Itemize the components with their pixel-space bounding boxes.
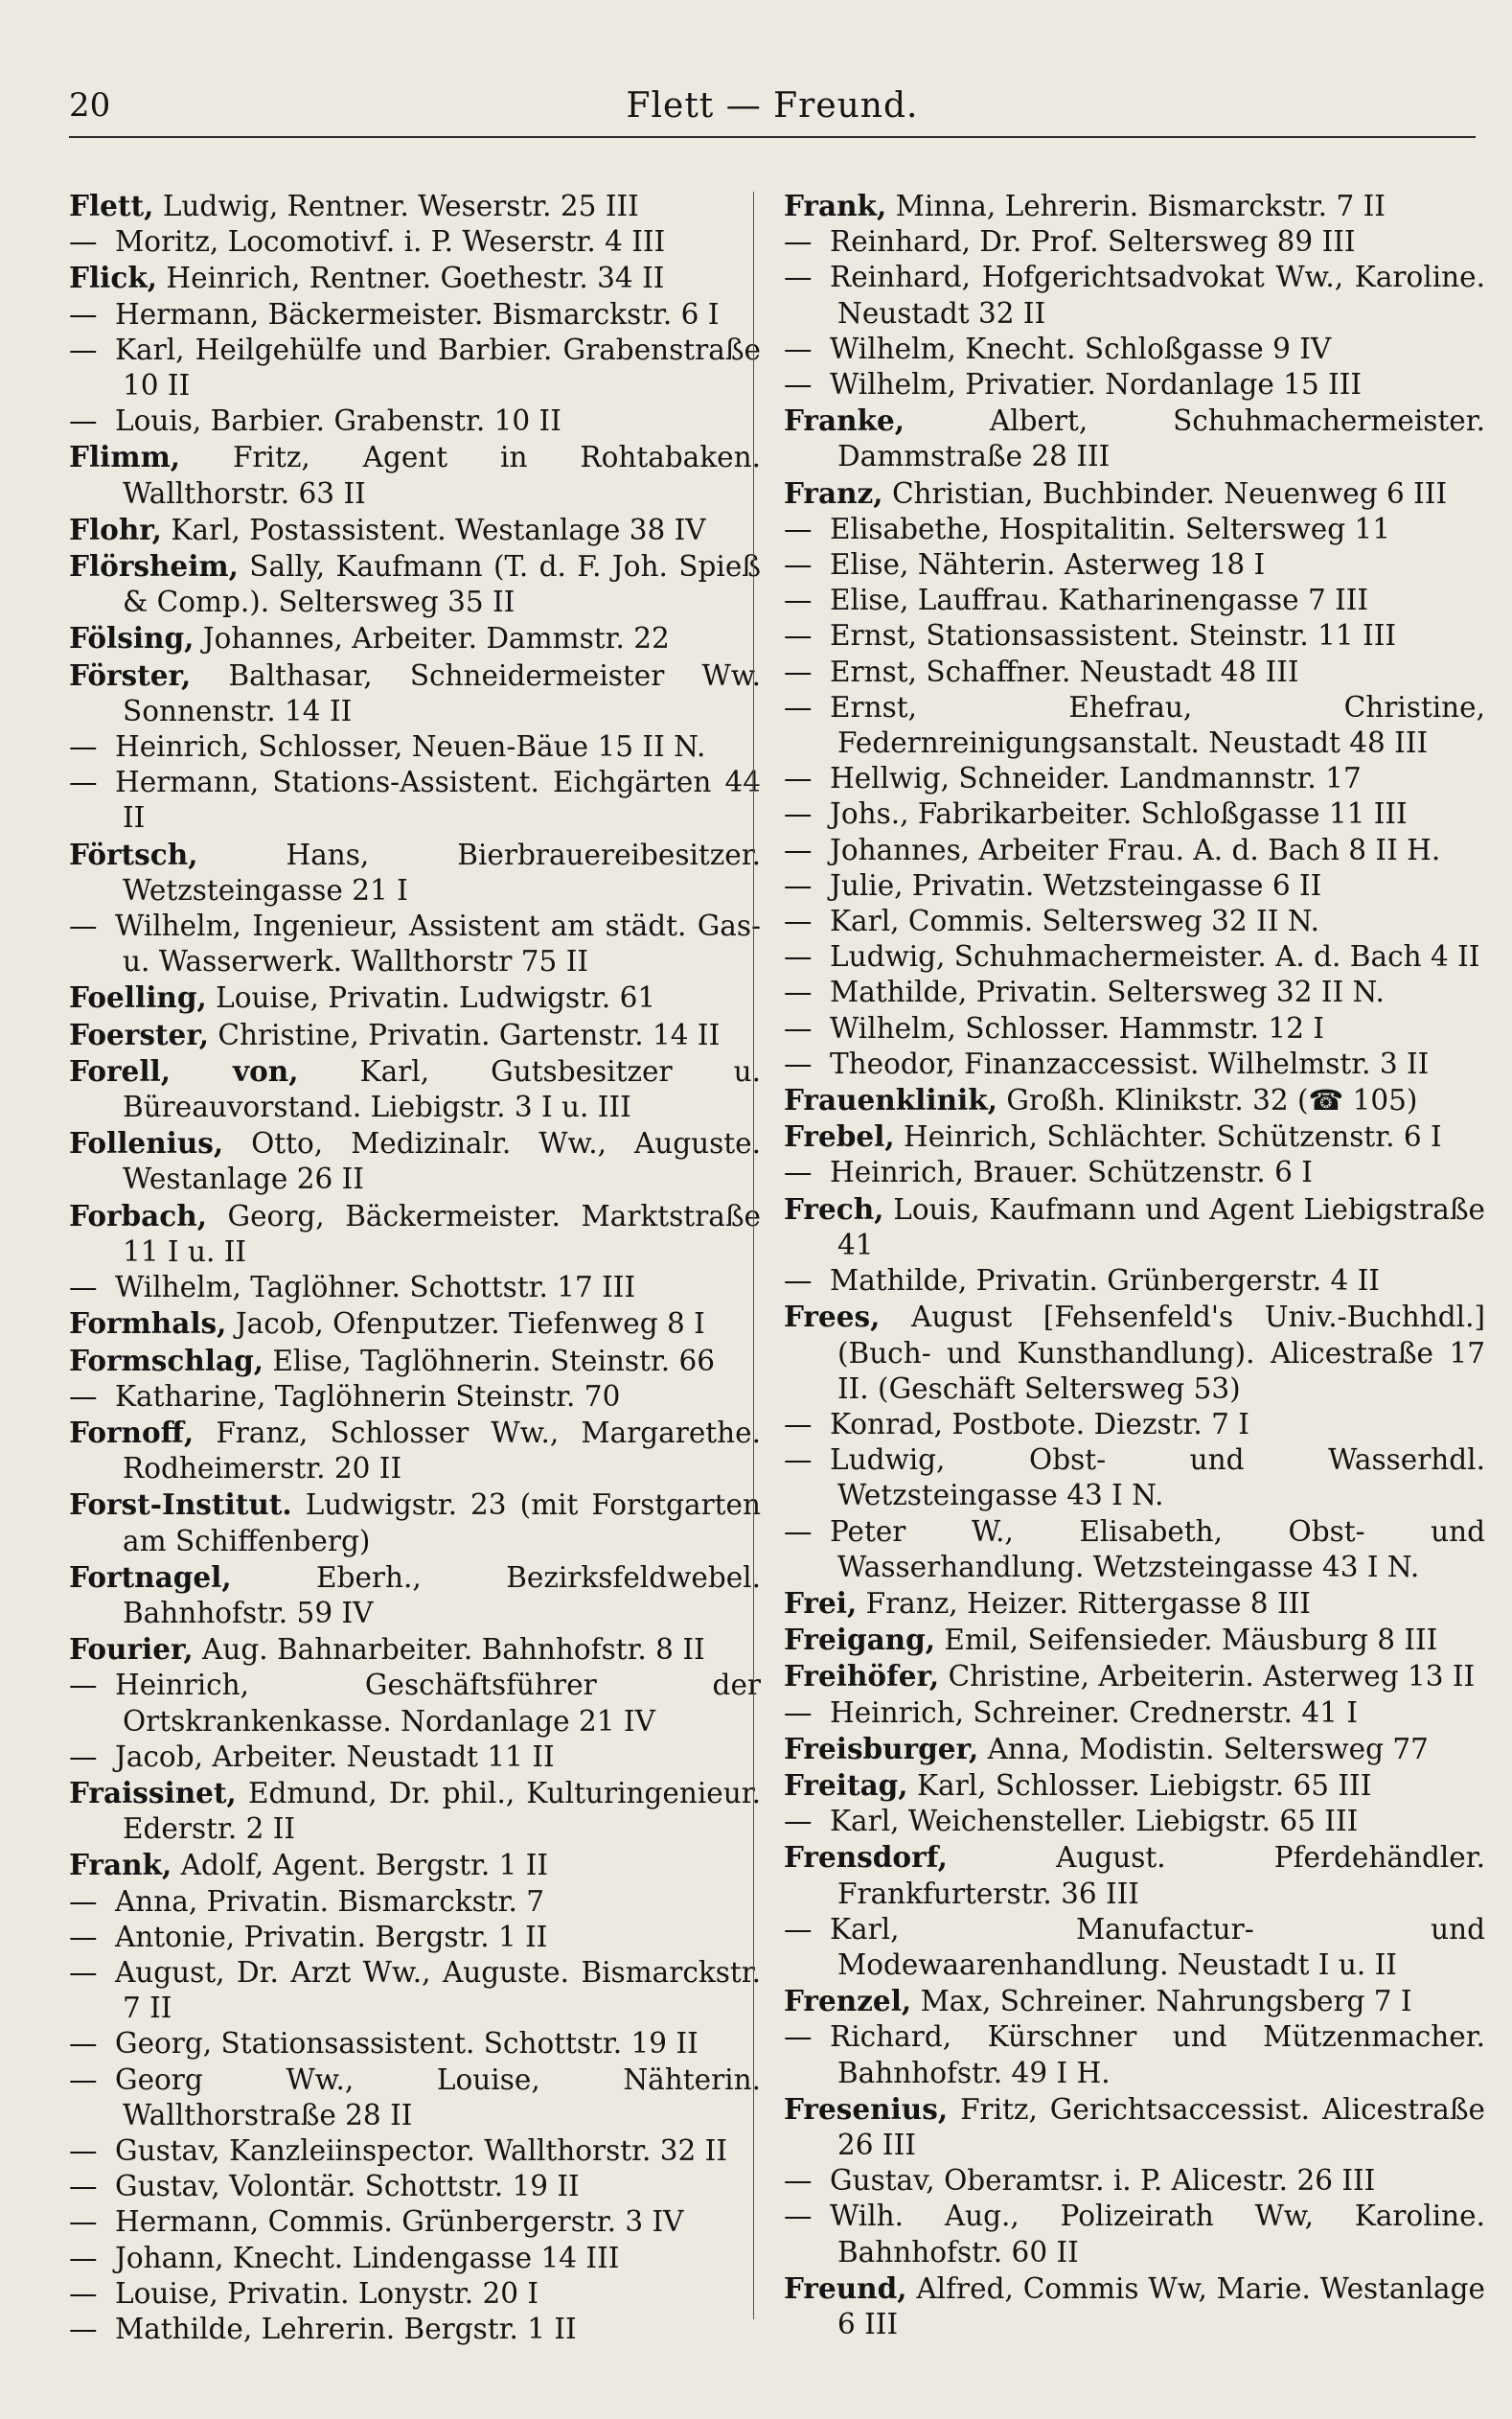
entry-surname: Foerster, [69, 1017, 209, 1051]
directory-entry [784, 260, 1485, 331]
entry-surname: Förtsch, [69, 837, 198, 871]
directory-entry [69, 1198, 761, 1270]
directory-entry [69, 657, 761, 729]
entry-text: Franz, Schlosser Ww., Margarethe. Rodheimerstr. 20 II [123, 1416, 761, 1486]
entry-surname: Frensdorf, [784, 1840, 948, 1875]
entry-text: Fritz, Gerichtsaccessist. Alicestraße 26 III [837, 2092, 1485, 2161]
entry-surname: Freigang, [784, 1623, 936, 1657]
ditto-dash: — [784, 1695, 813, 1729]
entry-text: Georg, Stationsassistent. Schottstr. 19 II [115, 2027, 699, 2061]
ditto-dash: — [784, 868, 813, 902]
entry-text: Adolf, Agent. Bergstr. 1 II [180, 1849, 549, 1882]
entry-surname: Freihöfer, [784, 1659, 940, 1693]
entry-text: Konrad, Postbote. Diezstr. 7 I [830, 1407, 1249, 1440]
directory-entry [69, 1415, 761, 1486]
entry-text: Mathilde, Privatin. Grünbergerstr. 4 II [830, 1264, 1380, 1298]
ditto-dash: — [784, 1264, 813, 1298]
ditto-dash: — [784, 2164, 813, 2198]
entry-text: Otto, Medizinalr. Ww., Auguste. Westanlage 26 II [123, 1127, 761, 1196]
entry-text: Heinrich, Schlächter. Schützenstr. 6 I [904, 1120, 1442, 1154]
entry-text: Edmund, Dr. phil., Kulturingenieur. Ederstr. 2 II [123, 1776, 761, 1846]
entry-surname: Flohr, [69, 512, 162, 546]
entry-surname: Freitag, [784, 1767, 908, 1802]
ditto-dash: — [69, 2170, 98, 2203]
directory-entry [784, 547, 1485, 583]
entry-text: Georg, Bäckermeister. Marktstraße 11 I u. II [123, 1199, 761, 1268]
entry-surname: Fortnagel, [69, 1559, 232, 1594]
directory-entry [69, 1775, 761, 1847]
directory-entry [784, 1622, 1485, 1658]
entry-text: Wilh. Aug., Polizeirath Ww, Karoline. Bahnhofstr. 60 II [830, 2200, 1485, 2269]
ditto-dash: — [69, 2312, 98, 2345]
entry-text: Wilhelm, Taglöhner. Schottstr. 17 III [115, 1271, 636, 1304]
directory-entry [69, 1305, 761, 1342]
entry-text: Aug. Bahnarbeiter. Bahnhofstr. 8 II [202, 1633, 705, 1667]
directory-entry [784, 367, 1485, 403]
directory-entry [784, 1442, 1485, 1513]
entry-text: August [Fehsenfeld's Univ.-Buchhdl.] (Buch- und Kunsthandlung). Alicestraße 17 II. (Geschäft Seltersweg 53) [837, 1301, 1485, 1405]
entry-text: Ernst, Stationsassistent. Steinstr. 11 III [830, 619, 1397, 653]
entry-text: Hermann, Commis. Grünbergerstr. 3 IV [115, 2205, 684, 2239]
directory-entry [784, 1407, 1485, 1442]
ditto-dash: — [69, 1669, 98, 1702]
ditto-dash: — [784, 261, 813, 294]
directory-entry [784, 2019, 1485, 2090]
ditto-dash: — [69, 910, 98, 943]
entry-surname: Flett, [69, 189, 154, 222]
entry-text: Wilhelm, Knecht. Schloßgasse 9 IV [830, 332, 1332, 365]
directory-entry [784, 2270, 1485, 2342]
directory-entry [784, 761, 1485, 796]
entry-text: Heinrich, Rentner. Goethestr. 34 II [166, 262, 665, 295]
directory-entry [784, 690, 1485, 761]
ditto-dash: — [784, 1156, 813, 1189]
directory-entry [69, 333, 761, 403]
directory-entry [69, 1270, 761, 1305]
ditto-dash: — [69, 2062, 98, 2096]
directory-entry [784, 1082, 1485, 1118]
directory-entry [784, 583, 1485, 618]
directory-entry [784, 1299, 1485, 1407]
entry-text: Elise, Lauffrau. Katharinengasse 7 III [830, 584, 1369, 617]
directory-entry [69, 1343, 761, 1379]
ditto-dash: — [784, 1407, 813, 1440]
ditto-dash: — [784, 1011, 813, 1045]
entry-text: Eberh., Bezirksfeldwebel. Bahnhofstr. 59 IV [123, 1560, 761, 1629]
running-head: Flett — Freund. [626, 86, 919, 126]
directory-entry [784, 1839, 1485, 1911]
entry-text: Heinrich, Geschäftsführer der Ortskrankenkasse. Nordanlage 21 IV [115, 1669, 761, 1738]
entry-surname: Foelling, [69, 980, 207, 1015]
directory-entry [784, 1658, 1485, 1694]
entry-text: Georg Ww., Louise, Nähterin. Wallthorstraße 28 II [115, 2062, 761, 2131]
ditto-dash: — [784, 584, 813, 617]
entry-surname: Fresenius, [784, 2091, 949, 2126]
directory-entry [784, 833, 1485, 868]
entry-text: Jacob, Arbeiter. Neustadt 11 II [115, 1739, 555, 1773]
entry-text: Wilhelm, Privatier. Nordanlage 15 III [830, 368, 1363, 402]
directory-entry [69, 1631, 761, 1668]
entry-surname: Forell, von, [69, 1053, 299, 1088]
ditto-dash: — [69, 404, 98, 438]
entry-surname: Flimm, [69, 440, 181, 474]
ditto-dash: — [69, 730, 98, 764]
directory-entry [784, 2199, 1485, 2269]
entry-text: Minna, Lehrerin. Bismarckstr. 7 II [895, 190, 1386, 222]
entry-text: Wilhelm, Ingenieur, Assistent am städt. Gas- u. Wasserwerk. Wallthorstr 75 II [115, 910, 761, 979]
entry-surname: Fornoff, [69, 1415, 195, 1449]
entry-text: Gustav, Oberamtsr. i. P. Alicestr. 26 III [830, 2164, 1376, 2198]
directory-entry [69, 2133, 761, 2169]
entry-surname: Förster, [69, 657, 192, 692]
directory-entry [69, 2276, 761, 2312]
directory-entry [784, 512, 1485, 547]
entry-text: Richard, Kürschner und Mützenmacher. Bahnhofstr. 49 I H. [830, 2020, 1485, 2089]
entry-text: Karl, Commis. Seltersweg 32 II N. [830, 905, 1320, 938]
entry-surname: Frank, [784, 189, 887, 222]
directory-entry [69, 512, 761, 548]
ditto-dash: — [69, 333, 98, 366]
directory-entry [69, 2204, 761, 2240]
directory-entry [784, 618, 1485, 654]
entry-surname: Forbach, [69, 1198, 207, 1233]
entry-text: Elisabethe, Hospitalitin. Seltersweg 11 [830, 512, 1391, 545]
entry-surname: Frank, [69, 1848, 172, 1882]
directory-entry [69, 1920, 761, 1955]
entry-text: Karl, Weichensteller. Liebigstr. 65 III [830, 1805, 1359, 1838]
directory-entry [69, 1739, 761, 1775]
entry-text: Karl, Schlosser. Liebigstr. 65 III [916, 1768, 1372, 1802]
entry-surname: Franz, [784, 475, 883, 510]
page-header [69, 75, 1476, 142]
directory-entry [784, 1514, 1485, 1585]
directory-entry [69, 188, 761, 224]
directory-entry [784, 796, 1485, 832]
entry-text: Karl, Gutsbesitzer u. Büreauvorstand. Liebigstr. 3 I u. III [123, 1054, 761, 1124]
entry-text: Balthasar, Schneidermeister Ww. Sonnenstr. 14 II [123, 658, 761, 727]
entry-text: Louis, Barbier. Grabenstr. 10 II [115, 404, 561, 438]
entry-text: Anna, Modistin. Seltersweg 77 [987, 1732, 1429, 1765]
directory-entry [69, 2026, 761, 2062]
directory-entry [69, 1884, 761, 1920]
entry-text: Hermann, Bäckermeister. Bismarckstr. 6 I [115, 297, 720, 331]
ditto-dash: — [784, 797, 813, 831]
ditto-dash: — [784, 332, 813, 365]
entry-text: Antonie, Privatin. Bergstr. 1 II [115, 1920, 548, 1953]
left-column [69, 188, 761, 2347]
entry-text: Louise, Privatin. Lonystr. 20 I [115, 2276, 539, 2310]
directory-entry [784, 1011, 1485, 1047]
entry-text: Johs., Fabrikarbeiter. Schloßgasse 11 III [830, 797, 1408, 831]
entry-text: Fritz, Agent in Rohtabaken. Wallthorstr. 63 II [123, 441, 761, 510]
directory-entry [69, 297, 761, 333]
entry-surname: Fraissinet, [69, 1775, 237, 1809]
entry-surname: Franke, [784, 403, 905, 438]
header-rule [69, 136, 1476, 138]
directory-entry [784, 1047, 1485, 1082]
ditto-dash: — [784, 1912, 813, 1946]
directory-entry [784, 655, 1485, 690]
entry-text: Albert, Schuhmachermeister. Dammstraße 28 III [837, 404, 1485, 473]
entry-text: Ludwig, Rentner. Weserstr. 25 III [162, 190, 639, 222]
entry-surname: Frech, [784, 1191, 884, 1226]
entry-surname: Frebel, [784, 1119, 895, 1154]
entry-surname: Forst-Institut. [69, 1487, 292, 1522]
directory-entry [69, 2169, 761, 2204]
entry-surname: Follenius, [69, 1126, 224, 1161]
directory-entry [69, 620, 761, 657]
ditto-dash: — [784, 619, 813, 653]
ditto-dash: — [784, 2020, 813, 2054]
ditto-dash: — [69, 2205, 98, 2239]
ditto-dash: — [69, 2276, 98, 2310]
entry-surname: Flick, [69, 261, 158, 295]
entry-surname: Frees, [784, 1300, 881, 1334]
directory-entry [69, 837, 761, 909]
entry-text: Christine, Privatin. Gartenstr. 14 II [218, 1018, 721, 1051]
directory-entry [69, 548, 761, 620]
ditto-dash: — [784, 833, 813, 866]
ditto-dash: — [69, 1379, 98, 1413]
entry-text: Louise, Privatin. Ludwigstr. 61 [216, 981, 656, 1015]
entry-text: Moritz, Locomotivf. i. P. Weserstr. 4 III [115, 225, 666, 259]
entry-text: Johann, Knecht. Lindengasse 14 III [115, 2241, 620, 2274]
ditto-dash: — [784, 1805, 813, 1838]
ditto-dash: — [69, 1920, 98, 1953]
ditto-dash: — [69, 1271, 98, 1304]
entry-text: Elise, Taglöhnerin. Steinstr. 66 [272, 1344, 716, 1377]
entry-text: Johannes, Arbeiter Frau. A. d. Bach 8 II H. [830, 833, 1441, 866]
directory-entry [784, 1983, 1485, 2019]
entry-text: Gustav, Kanzleiinspector. Wallthorstr. 32 II [115, 2133, 727, 2167]
directory-entry [784, 1912, 1485, 1983]
entry-text: Katharine, Taglöhnerin Steinstr. 70 [115, 1379, 621, 1413]
page-number: 20 [69, 86, 111, 125]
directory-entry [784, 1118, 1485, 1155]
ditto-dash: — [69, 225, 98, 259]
entry-text: Karl, Manufactur- und Modewaarenhandlung. Neustadt I u. II [830, 1912, 1485, 1981]
directory-entry [69, 224, 761, 260]
ditto-dash: — [784, 976, 813, 1009]
entry-text: Hermann, Stations-Assistent. Eichgärten 44 II [115, 766, 761, 835]
entry-text: Johannes, Arbeiter. Dammstr. 22 [202, 622, 670, 656]
directory-entry [784, 1585, 1485, 1622]
directory-entry [69, 1017, 761, 1053]
ditto-dash: — [69, 297, 98, 331]
ditto-dash: — [784, 940, 813, 974]
entry-text: Sally, Kaufmann (T. d. F. Joh. Spieß & Comp.). Seltersweg 35 II [123, 550, 761, 619]
directory-entry [69, 2062, 761, 2133]
directory-entry [784, 403, 1485, 474]
entry-surname: Formschlag, [69, 1343, 263, 1377]
directory-entry [784, 1263, 1485, 1299]
ditto-dash: — [69, 2241, 98, 2274]
ditto-dash: — [69, 1955, 98, 1989]
entry-text: Heinrich, Brauer. Schützenstr. 6 I [830, 1156, 1313, 1189]
entry-text: Hellwig, Schneider. Landmannstr. 17 [830, 762, 1362, 795]
entry-text: Ludwig, Obst- und Wasserhdl. Wetzsteingasse 43 I N. [830, 1443, 1485, 1512]
entry-text: Theodor, Finanzaccessist. Wilhelmstr. 3 II [830, 1047, 1430, 1080]
entry-surname: Freund, [784, 2270, 907, 2305]
entry-surname: Frei, [784, 1585, 858, 1620]
directory-entry [69, 1379, 761, 1415]
entry-surname: Fölsing, [69, 621, 195, 656]
directory-entry [69, 403, 761, 439]
directory-entry [784, 475, 1485, 512]
ditto-dash: — [784, 762, 813, 795]
ditto-dash: — [784, 225, 813, 259]
directory-entry [69, 1486, 761, 1558]
entry-text: Jacob, Ofenputzer. Tiefenweg 8 I [235, 1307, 705, 1341]
directory-entry [69, 979, 761, 1016]
ditto-dash: — [69, 766, 98, 799]
entry-text: Mathilde, Lehrerin. Bergstr. 1 II [115, 2312, 577, 2345]
entry-text: August, Dr. Arzt Ww., Auguste. Bismarckstr. 7 II [115, 1955, 761, 2025]
ditto-dash: — [784, 548, 813, 582]
entry-text: Ernst, Schaffner. Neustadt 48 III [830, 655, 1299, 688]
entry-text: Christian, Buchbinder. Neuenweg 6 III [891, 476, 1448, 510]
directory-entry [69, 729, 761, 765]
ditto-dash: — [784, 512, 813, 545]
ditto-dash: — [69, 2027, 98, 2061]
entry-text: Mathilde, Privatin. Seltersweg 32 II N. [830, 976, 1385, 1009]
entry-surname: Flörsheim, [69, 549, 239, 584]
entry-text: Gustav, Volontär. Schottstr. 19 II [115, 2170, 580, 2203]
directory-entry [69, 439, 761, 511]
directory-entry [784, 1155, 1485, 1190]
entry-text: Franz, Heizer. Rittergasse 8 III [865, 1586, 1311, 1620]
directory-entry [784, 2163, 1485, 2199]
ditto-dash: — [784, 655, 813, 688]
directory-entry [784, 1191, 1485, 1263]
ditto-dash: — [784, 1443, 813, 1477]
entry-text: Heinrich, Schlosser, Neuen-Bäue 15 II N. [115, 730, 706, 764]
entry-text: August. Pferdehändler. Frankfurterstr. 36 III [837, 1841, 1485, 1910]
directory-entry [69, 909, 761, 979]
directory-entry [784, 1804, 1485, 1839]
entry-text: Reinhard, Dr. Prof. Seltersweg 89 III [830, 225, 1356, 259]
entry-text: Christine, Arbeiterin. Asterweg 13 II [948, 1660, 1476, 1693]
entry-text: Ludwig, Schuhmachermeister. A. d. Bach 4 II [830, 940, 1480, 974]
entry-text: Karl, Heilgehülfe und Barbier. Grabenstraße 10 II [115, 333, 761, 403]
directory-entry [784, 1731, 1485, 1767]
entry-surname: Frenzel, [784, 1984, 912, 2018]
directory-entry [784, 1767, 1485, 1804]
entry-surname: Freisburger, [784, 1731, 979, 1765]
entry-text: Wilhelm, Schlosser. Hammstr. 12 I [830, 1011, 1325, 1045]
entry-text: Julie, Privatin. Wetzsteingasse 6 II [830, 868, 1322, 902]
directory-entry [69, 1955, 761, 2026]
right-column [784, 188, 1485, 2342]
directory-entry [69, 765, 761, 836]
entry-text: Reinhard, Hofgerichtsadvokat Ww., Karoline. Neustadt 32 II [830, 261, 1485, 330]
directory-entry [69, 2312, 761, 2347]
entry-text: Max, Schreiner. Nahrungsberg 7 I [920, 1985, 1412, 2018]
directory-entry [69, 1668, 761, 1739]
ditto-dash: — [69, 1739, 98, 1773]
directory-entry [784, 975, 1485, 1010]
directory-entry [69, 1847, 761, 1883]
directory-entry [69, 2241, 761, 2276]
ditto-dash: — [69, 2133, 98, 2167]
directory-entry [784, 332, 1485, 367]
entry-text: Anna, Privatin. Bismarckstr. 7 [115, 1884, 545, 1918]
ditto-dash: — [784, 690, 813, 724]
directory-entry [784, 1695, 1485, 1731]
directory-entry [784, 224, 1485, 260]
directory-entry [784, 2091, 1485, 2163]
entry-text: Hans, Bierbrauereibesitzer. Wetzsteingasse 21 I [123, 838, 761, 907]
ditto-dash: — [69, 1884, 98, 1918]
entry-text: Großh. Klinikstr. 32 (☎ 105) [1006, 1084, 1418, 1117]
entry-surname: Formhals, [69, 1306, 227, 1341]
entry-text: Heinrich, Schreiner. Crednerstr. 41 I [830, 1695, 1358, 1729]
entry-text: Alfred, Commis Ww, Marie. Westanlage 6 III [837, 2271, 1485, 2340]
directory-entry [784, 904, 1485, 939]
directory-entry [69, 1053, 761, 1125]
directory-entry [69, 260, 761, 296]
entry-text: Louis, Kaufmann und Agent Liebigstraße 41 [837, 1192, 1485, 1261]
entry-text: Ludwigstr. 23 (mit Forstgarten am Schiffenberg) [123, 1488, 761, 1557]
entry-text: Peter W., Elisabeth, Obst- und Wasserhandlung. Wetzsteingasse 43 I N. [830, 1514, 1485, 1583]
ditto-dash: — [784, 905, 813, 938]
entry-text: Emil, Seifensieder. Mäusburg 8 III [944, 1624, 1438, 1657]
entry-text: Elise, Nähterin. Asterweg 18 I [830, 548, 1266, 582]
directory-entry [69, 1559, 761, 1631]
directory-entry [784, 868, 1485, 904]
ditto-dash: — [784, 1514, 813, 1548]
ditto-dash: — [784, 1047, 813, 1080]
entry-surname: Frauenklinik, [784, 1083, 997, 1117]
directory-entry [69, 1125, 761, 1197]
entry-surname: Fourier, [69, 1632, 194, 1667]
entry-text: Ernst, Ehefrau, Christine, Federnreinigungsanstalt. Neustadt 48 III [830, 690, 1485, 760]
directory-entry [784, 188, 1485, 224]
column-divider [753, 192, 754, 2319]
ditto-dash: — [784, 368, 813, 402]
ditto-dash: — [784, 2200, 813, 2233]
directory-entry [784, 939, 1485, 975]
entry-text: Karl, Postassistent. Westanlage 38 IV [171, 513, 706, 546]
